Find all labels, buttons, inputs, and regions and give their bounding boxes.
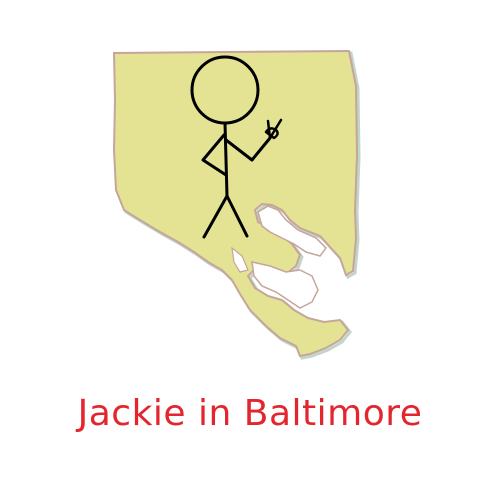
caption-title: Jackie in Baltimore	[77, 393, 423, 434]
figure-body	[225, 123, 227, 196]
baltimore-map	[114, 51, 357, 356]
